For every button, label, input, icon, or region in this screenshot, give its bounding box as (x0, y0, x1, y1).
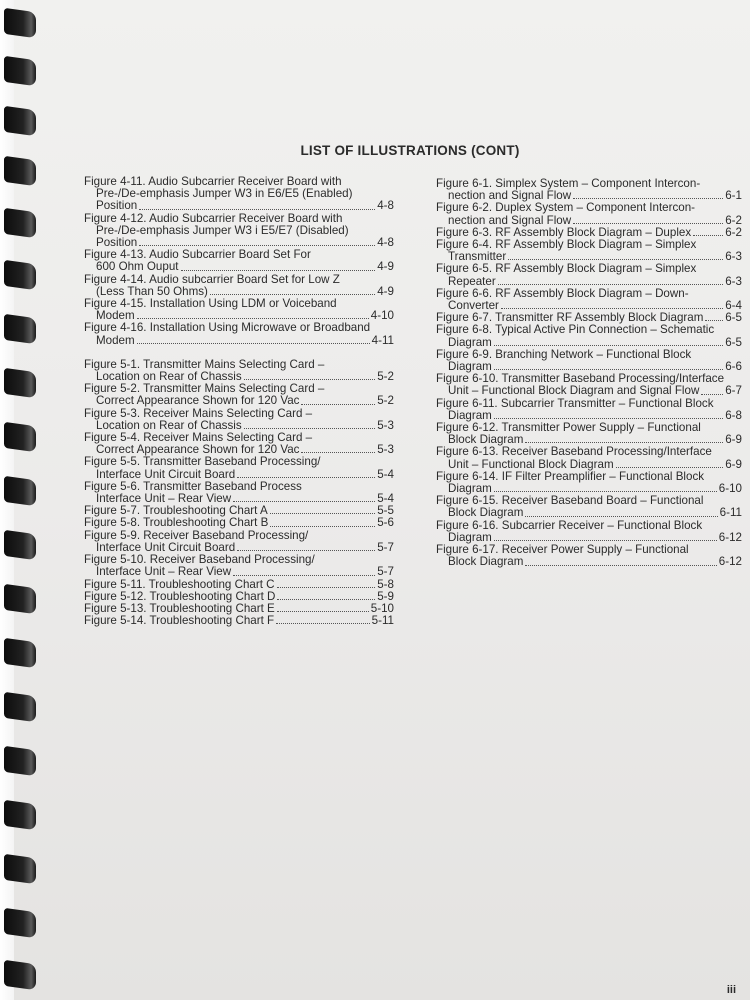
entry-caption: Figure 4-11. Audio Subcarrier Receiver Board with (84, 175, 342, 188)
entry-leader-row (84, 200, 394, 212)
entry-leader-row (84, 395, 394, 407)
entry-caption: Figure 6-14. IF Filter Preamplifier – Functional Block (436, 469, 705, 483)
entry-caption: Figure 6-12. Transmitter Power Supply – Functional (436, 421, 701, 435)
dot-leader (501, 308, 723, 309)
dot-leader (277, 611, 369, 612)
entry-caption-end: Figure 5-14. Troubleshooting Chart F (84, 614, 275, 628)
entry-caption: Figure 6-6. RF Assembly Block Diagram – Down- (436, 286, 689, 300)
list-item (84, 176, 394, 213)
binding-coil (4, 638, 36, 668)
entry-group-ch6 (436, 178, 742, 569)
entry-caption: Figure 6-9. Branching Network – Functional Block (436, 347, 692, 361)
list-item (84, 383, 394, 407)
entry-page-number: 5-4 (377, 492, 394, 506)
entry-caption-end: Diagram (448, 482, 492, 496)
binding-coil (4, 746, 36, 776)
entry-caption: Figure 4-16. Installation Using Microwave or Broadband (84, 321, 371, 335)
entry-leader-row (436, 507, 742, 519)
binding-coil (4, 368, 36, 398)
dot-leader (508, 259, 723, 260)
entry-page-number: 5-7 (377, 565, 394, 579)
entry-page-number: 6-9 (725, 433, 742, 447)
list-item (84, 213, 394, 250)
entry-caption-end: Position (96, 199, 138, 213)
binding-coil (4, 260, 36, 290)
entry-caption-end: Converter (448, 299, 499, 313)
binding-coil (4, 530, 36, 560)
dot-leader (233, 501, 375, 502)
entry-page-number: 6-7 (725, 384, 742, 398)
dot-leader (244, 428, 376, 429)
list-item (436, 263, 742, 287)
list-item (436, 239, 742, 263)
binding-coil (4, 56, 36, 86)
entry-caption-end: Block Diagram (448, 506, 524, 520)
dot-leader (573, 198, 723, 199)
entry-page-number: 6-11 (719, 506, 742, 520)
entry-caption-end: Diagram (448, 360, 492, 374)
list-item (84, 530, 394, 554)
entry-page-number: 6-1 (725, 189, 742, 203)
entry-leader-row (436, 556, 742, 568)
binding-coil (4, 106, 36, 136)
right-column (436, 178, 742, 569)
list-item (436, 288, 742, 312)
entry-leader-row (436, 276, 742, 288)
list-item (84, 408, 394, 432)
dot-leader (301, 404, 375, 405)
dot-leader (244, 379, 376, 380)
entry-caption: Figure 5-2. Transmitter Mains Selecting Card – (84, 382, 325, 396)
dot-leader (276, 623, 370, 624)
dot-leader (498, 284, 724, 285)
dot-leader (139, 245, 375, 246)
entry-caption-end: Block Diagram (448, 433, 524, 447)
dot-leader (181, 270, 376, 271)
entry-caption-end: 600 Ohm Ouput (96, 260, 179, 274)
list-item (436, 398, 742, 422)
left-column (84, 176, 394, 627)
entry-page-number: 6-5 (725, 335, 742, 349)
entry-caption: Figure 5-10. Receiver Baseband Processing/ (84, 553, 315, 567)
entry-page-number: 5-11 (371, 614, 394, 628)
entry-leader-row (436, 337, 742, 349)
dot-leader (237, 477, 375, 478)
list-item (84, 481, 394, 505)
list-item (436, 520, 742, 544)
dot-leader (573, 223, 723, 224)
list-item (436, 349, 742, 373)
binding-coil (4, 800, 36, 830)
list-item (436, 178, 742, 202)
entry-page-number: 6-5 (725, 311, 742, 325)
dot-leader (525, 516, 717, 517)
list-item (84, 249, 394, 273)
entry-page-number: 5-7 (377, 540, 394, 554)
entry-page-number: 6-2 (725, 213, 742, 227)
entry-caption: Figure 5-4. Receiver Mains Selecting Card – (84, 431, 313, 445)
entry-caption-end: Figure 6-3. RF Assembly Block Diagram – Duplex (436, 225, 692, 239)
entry-caption-end: Interface Unit – Rear View (96, 565, 232, 579)
binding-coil (4, 156, 36, 186)
entry-caption: Figure 6-5. RF Assembly Block Diagram – Simplex (436, 262, 697, 276)
entry-caption-end: Transmitter (448, 250, 507, 264)
dot-leader (494, 369, 723, 370)
binding-coil (4, 476, 36, 506)
binding-coil (4, 908, 36, 938)
entry-caption-end: Figure 5-12. Troubleshooting Chart D (84, 589, 276, 603)
entry-caption-end: (Less Than 50 Ohms) (96, 284, 208, 298)
dot-leader (233, 575, 375, 576)
list-item (84, 298, 394, 322)
entry-caption-end: Interface Unit Circuit Board (96, 540, 236, 554)
entry-caption-end: Figure 6-7. Transmitter RF Assembly Block Diagram (436, 311, 704, 325)
entry-page-number: 6-6 (725, 360, 742, 374)
entry-leader-row (84, 566, 394, 578)
entry-page-number: 5-2 (377, 370, 394, 384)
entry-caption-end: Interface Unit Circuit Board (96, 467, 236, 481)
list-item (84, 432, 394, 456)
dot-leader (701, 394, 723, 395)
entry-page-number: 6-12 (718, 530, 742, 544)
entry-caption: Figure 6-4. RF Assembly Block Diagram – Simplex (436, 238, 697, 252)
entry-caption-end: Diagram (448, 408, 492, 422)
dot-leader (139, 209, 375, 210)
entry-caption-end: nection and Signal Flow (448, 213, 572, 227)
entry-caption-end: nection and Signal Flow (448, 189, 572, 203)
entry-caption: Figure 5-9. Receiver Baseband Processing/ (84, 528, 309, 542)
entry-leader-row (84, 579, 394, 591)
entry-page-number: 5-9 (377, 589, 394, 603)
entry-caption-end: Location on Rear of Chassis (96, 370, 242, 384)
dot-leader (277, 599, 375, 600)
entry-page-number: 4-11 (371, 333, 394, 347)
list-item (436, 446, 742, 470)
entry-caption: Figure 6-8. Typical Active Pin Connection – Schematic (436, 323, 715, 337)
dot-leader (494, 345, 723, 346)
entry-leader-row (84, 335, 394, 347)
entry-page-number: 6-10 (718, 482, 742, 496)
entry-caption-end: Diagram (448, 335, 492, 349)
dot-leader (301, 452, 375, 453)
entry-caption: Figure 6-1. Simplex System – Component Intercon- (436, 177, 701, 190)
dot-leader (277, 587, 376, 588)
list-item (84, 554, 394, 578)
entry-caption-end: Unit – Functional Block Diagram and Signal Flow (448, 384, 700, 398)
dot-leader (705, 320, 723, 321)
entry-caption-end: Location on Rear of Chassis (96, 418, 242, 432)
binding-coil (4, 960, 36, 990)
dot-leader (494, 540, 717, 541)
entry-caption-end: Correct Appearance Shown for 120 Vac (96, 394, 300, 408)
entry-caption-end: Figure 5-11. Troubleshooting Chart C (84, 577, 275, 591)
entry-caption: Figure 4-14. Audio subcarrier Board Set for Low Z (84, 272, 340, 286)
entry-leader-row (84, 261, 394, 273)
entry-caption-end: Figure 5-7. Troubleshooting Chart A (84, 504, 268, 518)
entry-leader-row (436, 385, 742, 397)
list-item (84, 322, 394, 346)
entry-page-number: 4-9 (377, 260, 394, 274)
dot-leader (270, 513, 376, 514)
page-number: iii (726, 984, 736, 996)
binding-coil (4, 692, 36, 722)
entry-group-ch4 (84, 176, 394, 347)
entry-caption: Figure 6-10. Transmitter Baseband Processing/Interface (436, 372, 725, 386)
dot-leader (210, 294, 375, 295)
entry-caption: Figure 5-1. Transmitter Mains Selecting Card – (84, 357, 325, 371)
list-item (436, 495, 742, 519)
binding-coil (4, 422, 36, 452)
entry-page-number: 5-3 (377, 418, 394, 432)
dot-leader (137, 318, 369, 319)
list-item (84, 456, 394, 480)
entry-caption: Figure 5-5. Transmitter Baseband Processing/ (84, 455, 321, 469)
list-item (436, 422, 742, 446)
entry-page-number: 6-8 (725, 408, 742, 422)
dot-leader (494, 418, 723, 419)
dot-leader (494, 491, 717, 492)
dot-leader (616, 467, 724, 468)
entry-page-number: 6-3 (725, 250, 742, 264)
entry-page-number: 6-3 (725, 274, 742, 288)
entry-page-number: 6-12 (718, 555, 742, 569)
entry-page-number: 6-9 (725, 457, 742, 471)
entry-caption-end: Block Diagram (448, 555, 524, 569)
entry-caption: Figure 6-2. Duplex System – Component Intercon- (436, 201, 696, 215)
dot-leader (137, 343, 370, 344)
dot-leader (237, 550, 375, 551)
entry-caption: Figure 5-3. Receiver Mains Selecting Card – (84, 406, 313, 420)
entry-page-number: 5-8 (377, 577, 394, 591)
list-item (84, 615, 394, 627)
entry-page-number: 4-8 (377, 236, 394, 250)
entry-caption: Figure 4-13. Audio Subcarrier Board Set For (84, 248, 311, 262)
entry-caption-end: Unit – Functional Block Diagram (448, 457, 614, 471)
entry-leader-row (84, 517, 394, 529)
binding-coil (4, 314, 36, 344)
entry-group-ch5 (84, 359, 394, 627)
binding-coil (4, 584, 36, 614)
entry-caption-end: Figure 5-8. Troubleshooting Chart B (84, 516, 269, 530)
entry-caption-end: Modem (96, 333, 135, 347)
list-item (436, 471, 742, 495)
list-item (436, 544, 742, 568)
entry-page-number: 4-9 (377, 284, 394, 298)
entry-caption: Figure 6-13. Receiver Baseband Processing/Interface (436, 445, 712, 459)
entry-caption-end: Correct Appearance Shown for 120 Vac (96, 443, 300, 457)
entry-page-number: 5-6 (377, 516, 394, 530)
entry-page-number: 4-10 (370, 309, 394, 323)
entry-caption-end: Figure 5-13. Troubleshooting Chart E (84, 601, 275, 615)
binding-coil (4, 8, 36, 38)
entry-caption-cont: Pre-/De-emphasis Jumper W3 i E5/E7 (Disabled) (96, 223, 349, 237)
entry-caption-end: Modem (96, 309, 135, 323)
entry-leader-row (436, 215, 742, 227)
entry-caption: Figure 6-11. Subcarrier Transmitter – Functional Block (436, 396, 714, 410)
list-item (436, 202, 742, 226)
dot-leader (270, 526, 375, 527)
entry-caption-cont: Pre-/De-emphasis Jumper W3 in E6/E5 (Enabled) (96, 187, 353, 201)
entry-caption: Figure 4-12. Audio Subcarrier Receiver Board with (84, 211, 343, 225)
entry-caption-end: Interface Unit – Rear View (96, 492, 232, 506)
binding-coil (4, 208, 36, 238)
entry-caption: Figure 4-15. Installation Using LDM or Voiceband (84, 297, 337, 311)
entry-page-number: 5-2 (377, 394, 394, 408)
binding-coil (4, 854, 36, 884)
entry-caption-end: Repeater (448, 274, 496, 288)
entry-caption: Figure 6-15. Receiver Baseband Board – Functional (436, 494, 704, 508)
list-item (436, 373, 742, 397)
entry-page-number: 5-4 (377, 467, 394, 481)
entry-page-number: 5-3 (377, 443, 394, 457)
entry-caption: Figure 5-6. Transmitter Baseband Process (84, 479, 302, 493)
list-item (84, 517, 394, 529)
dot-leader (525, 442, 723, 443)
entry-caption: Figure 6-16. Subcarrier Receiver – Functional Block (436, 518, 703, 532)
entry-page-number: 6-4 (725, 299, 742, 313)
page-title: LIST OF ILLUSTRATIONS (CONT) (300, 143, 520, 158)
entry-page-number: 5-10 (370, 601, 394, 615)
entry-caption-end: Diagram (448, 530, 492, 544)
entry-caption-end: Position (96, 236, 138, 250)
entry-leader-row (84, 615, 394, 627)
entry-page-number: 5-5 (377, 504, 394, 518)
list-item (84, 579, 394, 591)
list-item (436, 324, 742, 348)
dot-leader (525, 565, 716, 566)
entry-caption: Figure 6-17. Receiver Power Supply – Functional (436, 543, 689, 557)
dot-leader (693, 235, 723, 236)
list-item (84, 359, 394, 383)
entry-page-number: 6-2 (725, 225, 742, 239)
entry-page-number: 4-8 (377, 199, 394, 213)
list-item (84, 274, 394, 298)
